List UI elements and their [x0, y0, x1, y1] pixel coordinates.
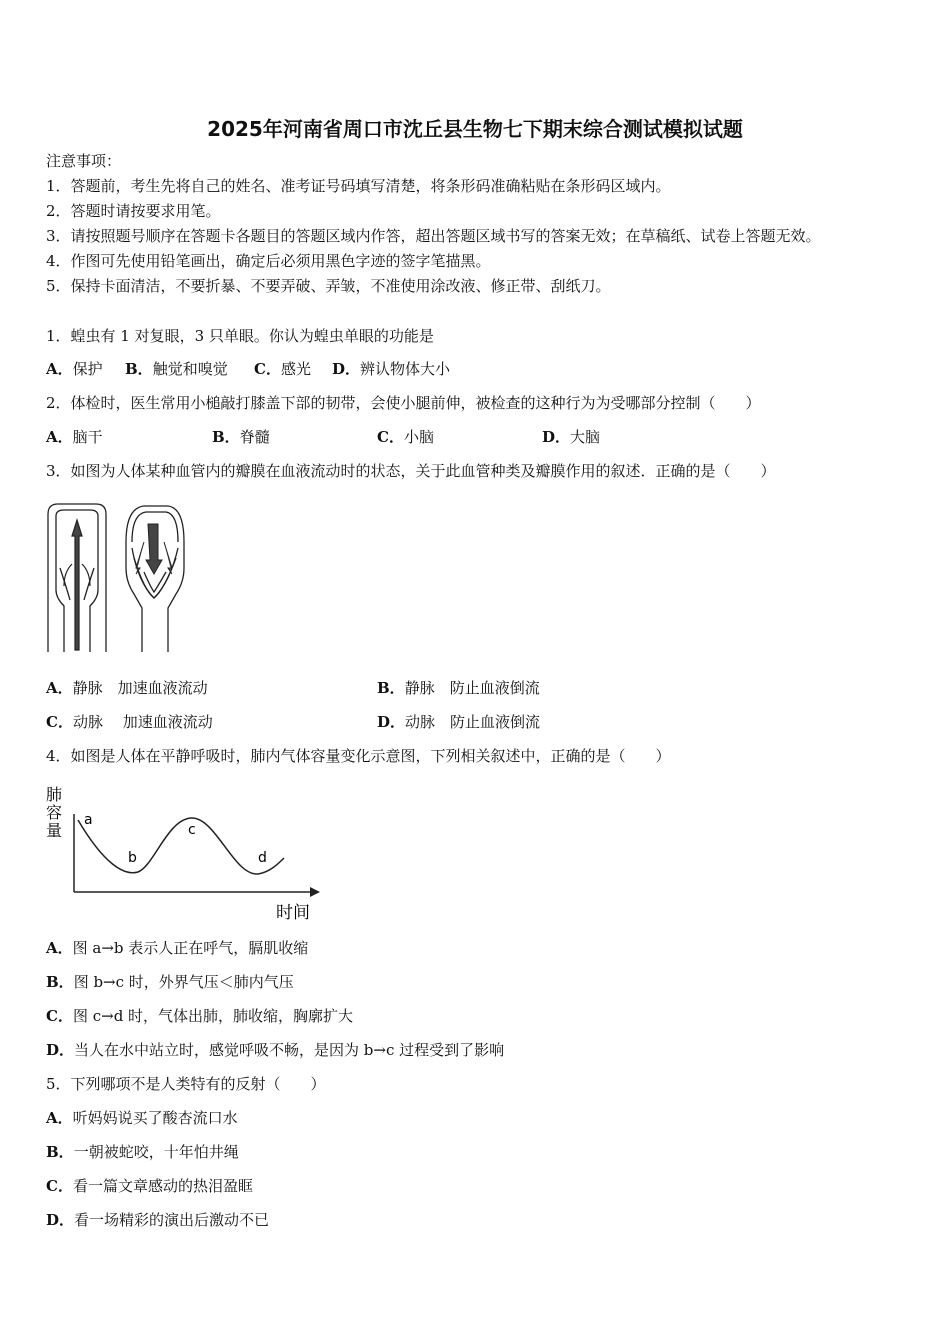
lung-volume-graph: [44, 784, 324, 922]
q3-option-a[interactable]: A．静脉 加速血液流动: [46, 679, 208, 697]
question-3-stem: 3．如图为人体某种血管内的瓣膜在血液流动时的状态，关于此血管种类及瓣膜作用的叙述．正确的是（ ）: [46, 462, 776, 480]
point-d-label: d: [258, 850, 267, 866]
point-b-label: b: [128, 850, 137, 866]
q3-option-c[interactable]: C．动脉 加速血液流动: [46, 713, 213, 731]
q2-option-c[interactable]: C．小脑: [377, 428, 434, 446]
q2-option-b[interactable]: B．脊髓: [212, 428, 270, 446]
question-5-stem: 5．下列哪项不是人类特有的反射（ ）: [46, 1075, 326, 1093]
up-arrow: [64, 520, 90, 650]
q4-option-b[interactable]: B．图 b→c 时，外界气压＜肺内气压: [46, 973, 294, 991]
y-axis-label-1: 肺: [46, 785, 63, 804]
q5-option-a[interactable]: A．听妈妈说买了酸杏流口水: [46, 1109, 238, 1127]
x-axis-arrow: [310, 887, 320, 897]
lung-volume-figure: [44, 784, 324, 922]
q4-option-c[interactable]: C．图 c→d 时，气体出肺，肺收缩，胸廓扩大: [46, 1007, 354, 1025]
point-c-label: c: [188, 822, 196, 838]
q2-option-d[interactable]: D．大脑: [542, 428, 601, 446]
q3-option-d[interactable]: D．动脉 防止血液倒流: [377, 713, 541, 731]
q5-option-b[interactable]: B．一朝被蛇咬，十年怕井绳: [46, 1143, 239, 1161]
notice-item: 5．保持卡面清洁，不要折暴、不要弄破、弄皱，不准使用涂改液、修正带、刮纸刀。: [46, 277, 611, 295]
point-a-label: a: [84, 812, 93, 828]
q3-option-b[interactable]: B．静脉 防止血液倒流: [377, 679, 540, 697]
notice-item: 3．请按照题号顺序在答题卡各题目的答题区域内作答，超出答题区域书写的答案无效；在草稿纸、试卷上答题无效。: [46, 227, 821, 245]
y-axis-label-3: 量: [46, 821, 63, 840]
valve-diagram: [44, 502, 194, 658]
q4-option-d[interactable]: D．当人在水中站立时，感觉呼吸不畅，是因为 b→c 过程受到了影响: [46, 1041, 505, 1059]
q4-option-a[interactable]: A．图 a→b 表示人正在呼气，膈肌收缩: [46, 939, 309, 957]
q1-option-a[interactable]: A．保护: [46, 360, 103, 378]
downward-arrows: [136, 524, 172, 574]
q5-option-c[interactable]: C．看一篇文章感动的热泪盈眶: [46, 1177, 253, 1195]
question-2-stem: 2．体检时，医生常用小槌敲打膝盖下部的韧带，会使小腿前伸，被检查的这种行为为受哪部分控制（ ）: [46, 394, 761, 412]
q2-option-a[interactable]: A．脑干: [46, 428, 103, 446]
q1-option-d[interactable]: D．辨认物体大小: [332, 360, 451, 378]
x-axis-label: 时间: [276, 903, 310, 922]
q5-option-d[interactable]: D．看一场精彩的演出后激动不已: [46, 1211, 270, 1229]
q1-option-c[interactable]: C．感光: [254, 360, 311, 378]
notice-item: 2．答题时请按要求用笔。: [46, 202, 221, 220]
q1-option-b[interactable]: B．触觉和嗅觉: [125, 360, 228, 378]
notice-item: 4．作图可先使用铅笔画出，确定后必须用黑色字迹的签字笔描黑。: [46, 252, 491, 270]
page-title: 2025年河南省周口市沈丘县生物七下期末综合测试模拟试题: [207, 117, 743, 141]
notice-heading: 注意事项：: [46, 152, 122, 170]
question-1-stem: 1．蝗虫有 1 对复眼，3 只单眼。你认为蝗虫单眼的功能是: [46, 327, 434, 345]
notice-item: 1．答题前，考生先将自己的姓名、准考证号码填写清楚，将条形码准确粘贴在条形码区域内。: [46, 177, 671, 195]
y-axis-label-2: 容: [46, 803, 63, 822]
lung-volume-curve: [78, 818, 284, 874]
question-4-stem: 4．如图是人体在平静呼吸时，肺内气体容量变化示意图，下列相关叙述中，正确的是（ ）: [46, 747, 671, 765]
valve-figure: [44, 502, 194, 658]
